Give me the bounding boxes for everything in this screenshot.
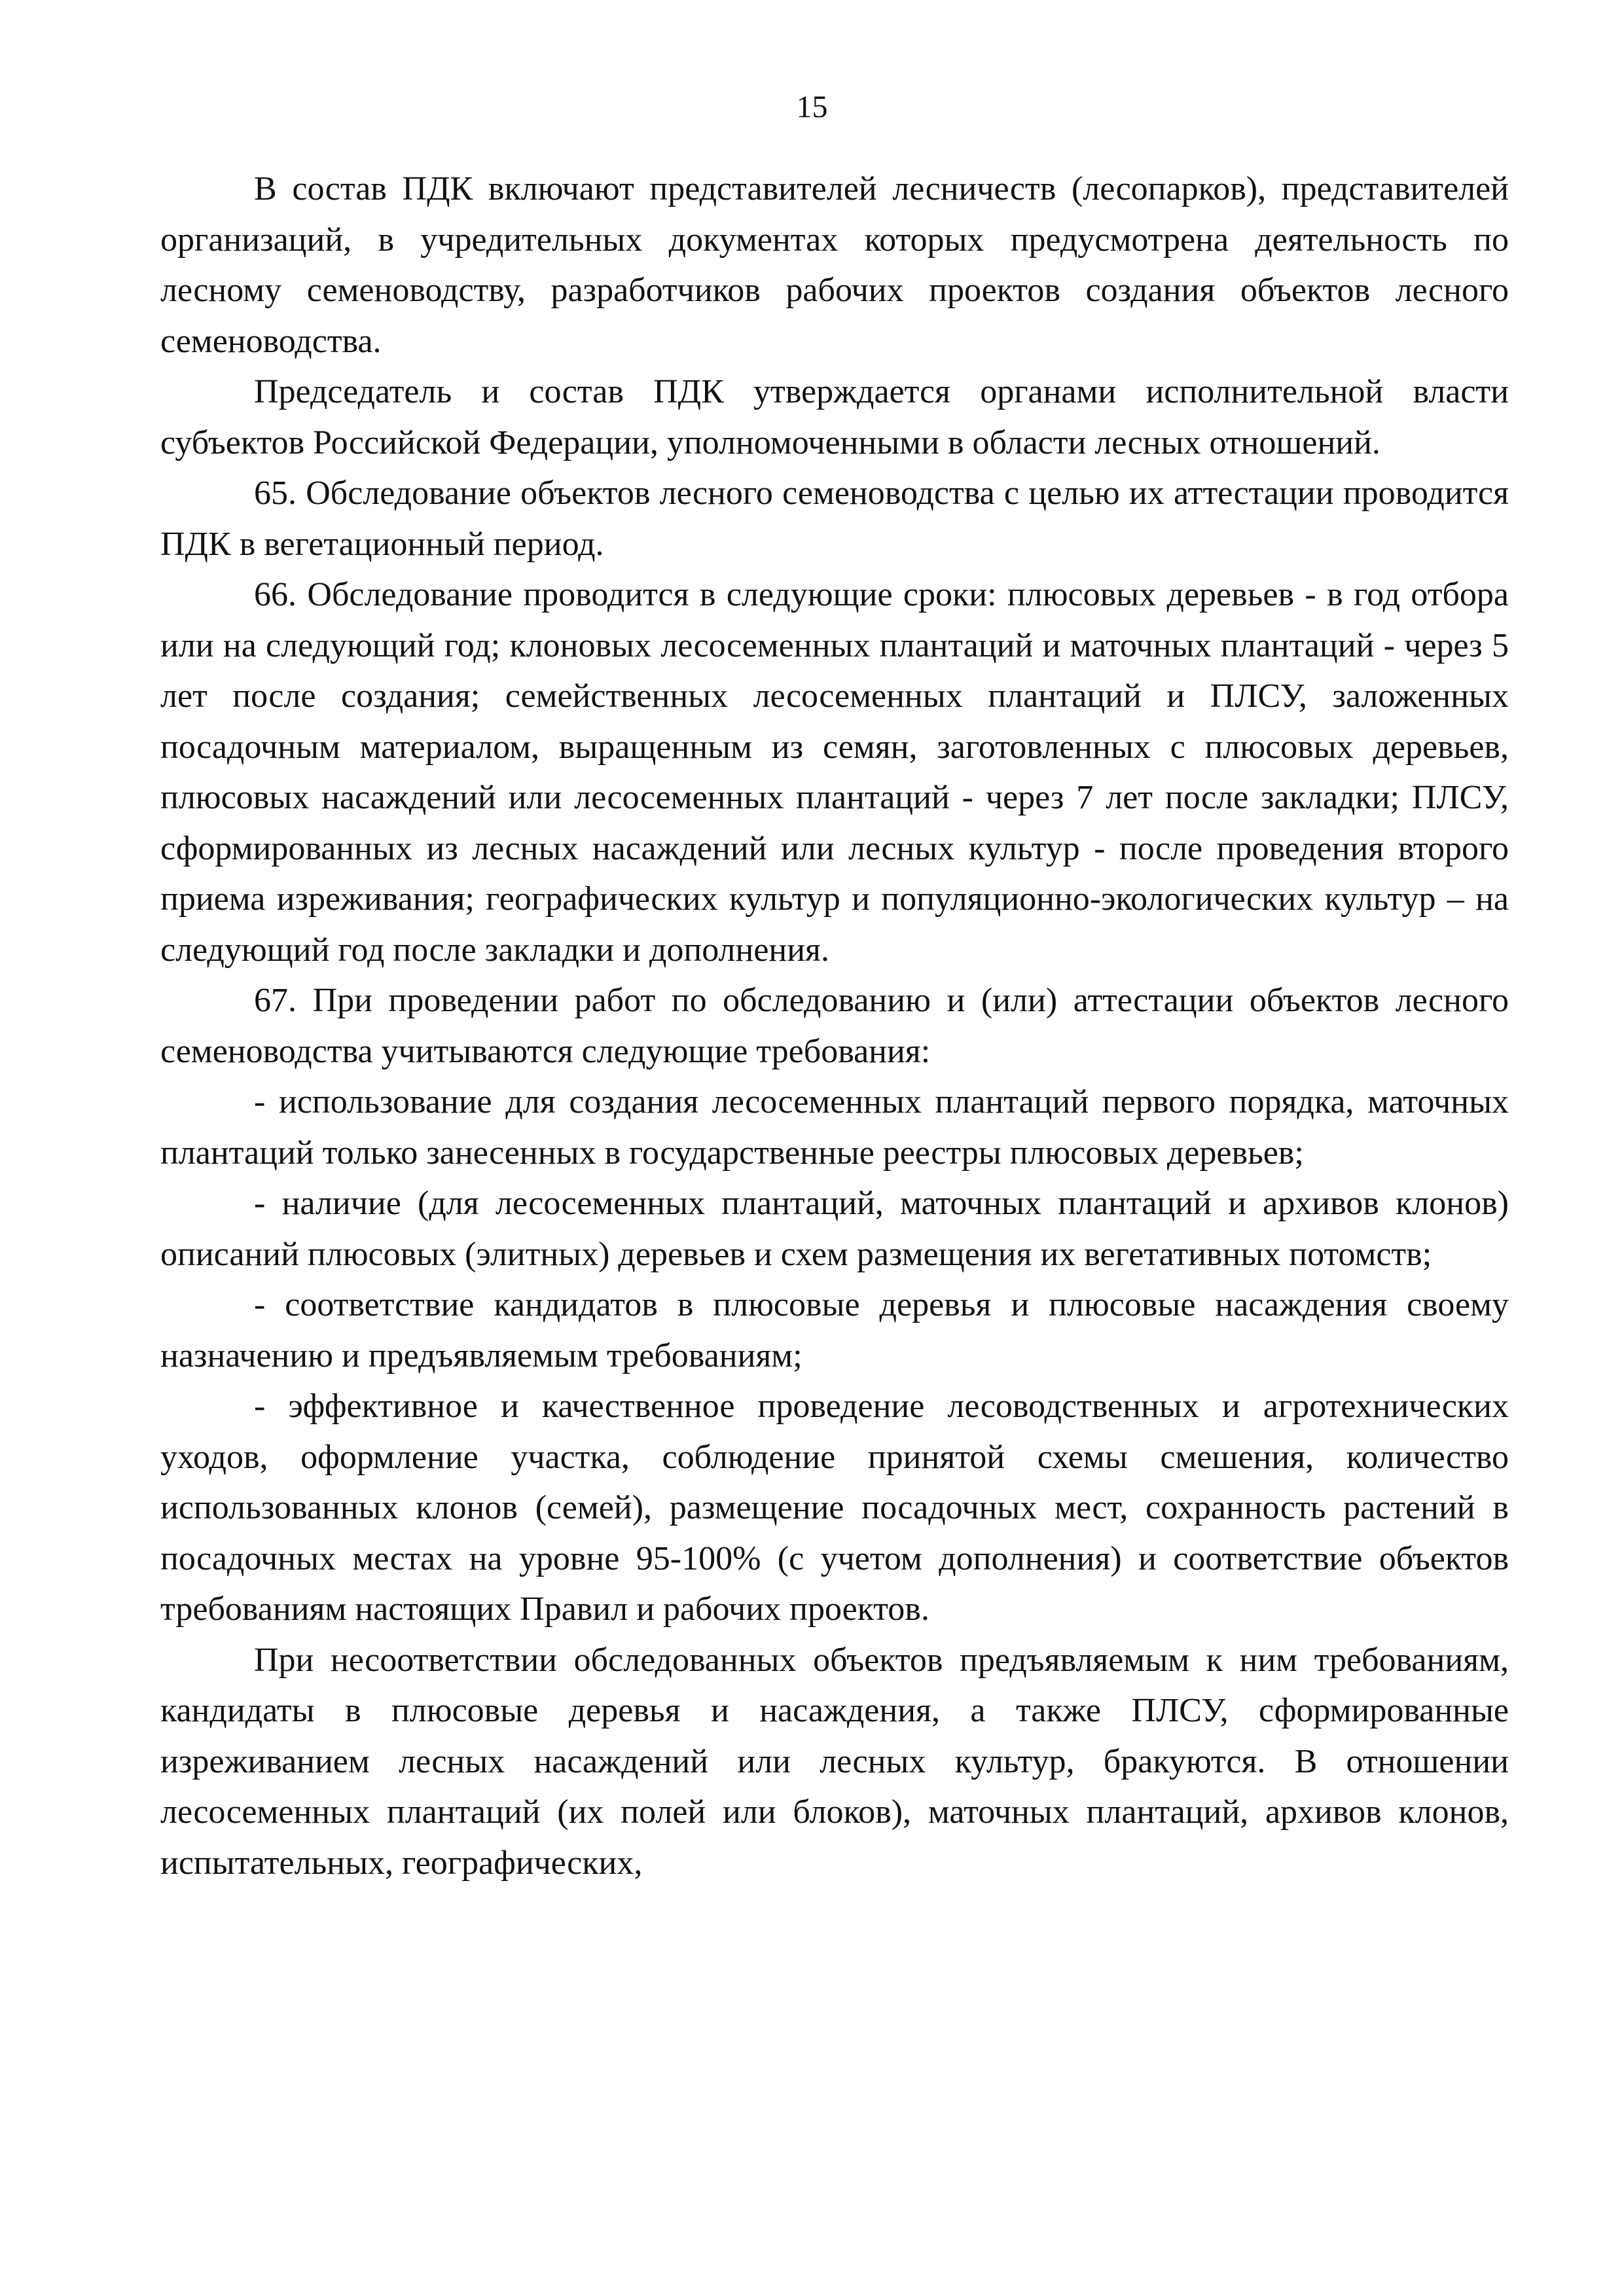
document-body <box>160 164 1509 1888</box>
requirement-item-2: - наличие (для лесосеменных плантаций, маточных плантаций и архивов клонов) описаний плюсовых (элитных) деревьев и схем размещения их вегетативных потомств; <box>160 1185 1509 1273</box>
page-number: 15 <box>796 90 828 124</box>
requirement-item-4: - эффективное и качественное проведение лесоводственных и агротехнических уходов, оформление участка, соблюдение принятой схемы смешения, количество использованных клонов (семей), размещение посадочных мест, сохранность растений в посадочных местах на уровне 95-100% (с учетом дополнения) и соответствие объектов требованиям настоящих Правил и рабочих проектов. <box>160 1388 1509 1628</box>
paragraph-67: 67. При проведении работ по обследованию и (или) аттестации объектов лесного семеноводства учитываются следующие требования: <box>160 982 1509 1070</box>
requirement-item-1: - использование для создания лесосеменных плантаций первого порядка, маточных плантаций только занесенных в государственные реестры плюсовых деревьев; <box>160 1083 1509 1172</box>
paragraph-nonconformity: При несоответствии обследованных объектов предъявляемым к ним требованиям, кандидаты в плюсовые деревья и насаждения, а также ПЛСУ, сформированные изреживанием лесных насаждений или лесных культур, бракуются. В отношении лесосеменных плантаций (их полей или блоков), маточных плантаций, архивов клонов, испытательных, географических, <box>160 1641 1509 1882</box>
paragraph-pdk-chair: Председатель и состав ПДК утверждается органами исполнительной власти субъектов Российской Федерации, уполномоченными в области лесных отношений. <box>160 373 1509 461</box>
paragraph-pdk-composition: В состав ПДК включают представителей лесничеств (лесопарков), представителей организаций, в учредительных документах которых предусмотрена деятельность по лесному семеноводству, разработчиков рабочих проектов создания объектов лесного семеноводства. <box>160 170 1509 360</box>
paragraph-65: 65. Обследование объектов лесного семеноводства с целью их аттестации проводится ПДК в вегетационный период. <box>160 475 1509 563</box>
requirement-item-3: - соответствие кандидатов в плюсовые деревья и плюсовые насаждения своему назначению и предъявляемым требованиям; <box>160 1286 1509 1374</box>
paragraph-66: 66. Обследование проводится в следующие сроки: плюсовых деревьев - в год отбора или на следующий год; клоновых лесосеменных плантаций и маточных плантаций - через 5 лет после создания; семейственных лесосеменных плантаций и ПЛСУ, заложенных посадочным материалом, выращенным из семян, заготовленных с плюсовых деревьев, плюсовых насаждений или лесосеменных плантаций - через 7 лет после закладки; ПЛСУ, сформированных из лесных насаждений или лесных культур - после проведения второго приема изреживания; географических культур и популяционно-экологических культур – на следующий год после закладки и дополнения. <box>160 576 1509 969</box>
